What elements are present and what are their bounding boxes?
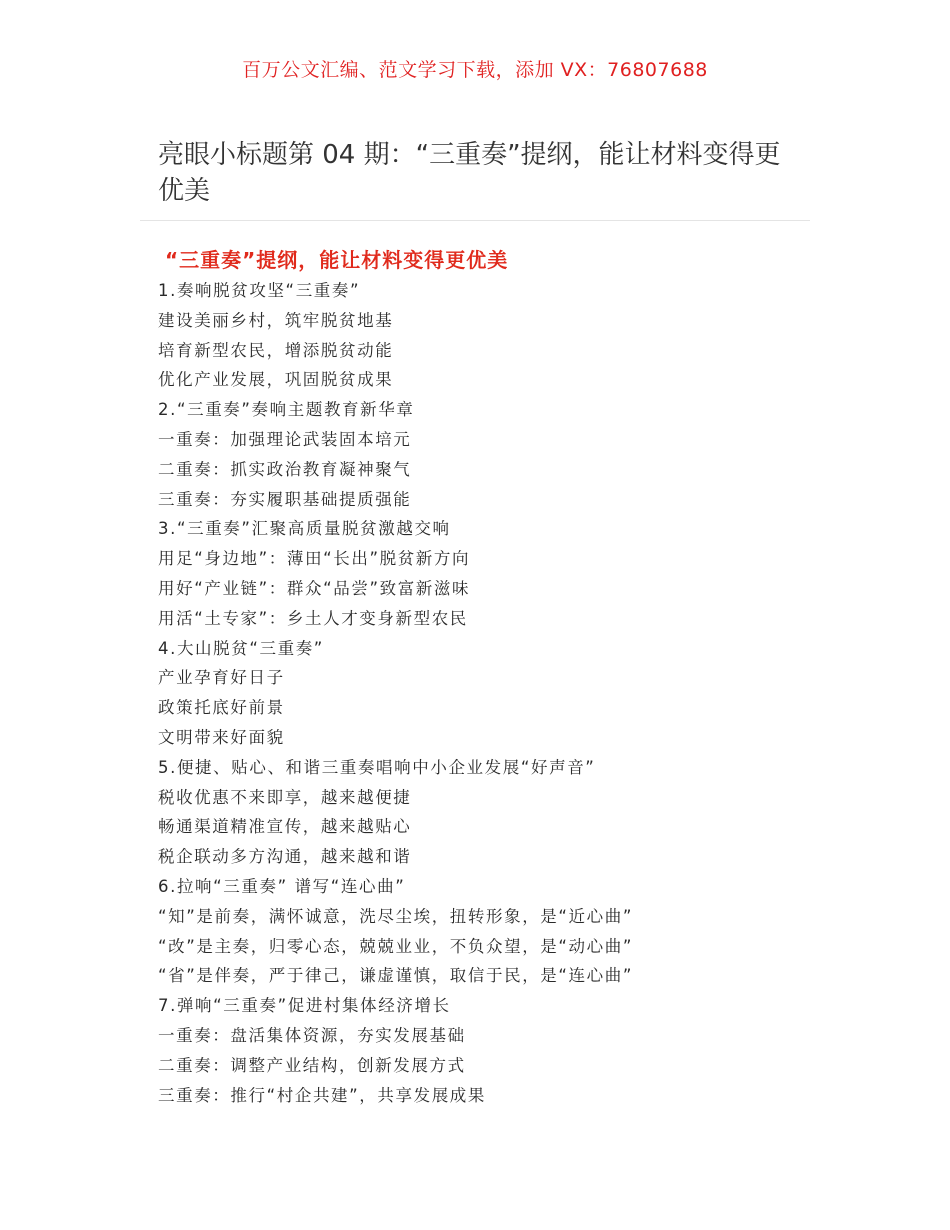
outline-line: 用活“土专家”：乡土人才变身新型农民 — [158, 608, 468, 628]
outline-line: 税企联动多方沟通，越来越和谐 — [158, 847, 412, 867]
outline-line: 一重奏：盘活集体资源，夯实发展基础 — [158, 1025, 466, 1045]
outline-line: 产业孕育好日子 — [158, 668, 285, 688]
outline-heading: 3.“三重奏”汇聚高质量脱贫激越交响 — [158, 519, 451, 539]
outline-line: 建设美丽乡村，筑牢脱贫地基 — [158, 310, 394, 330]
outline-line: 一重奏：加强理论武装固本培元 — [158, 429, 412, 449]
outline-line: 培育新型农民，增添脱贫动能 — [158, 340, 394, 360]
page-title: 亮眼小标题第 04 期：“三重奏”提纲，能让材料变得更优美 — [158, 140, 781, 206]
outline-line: “知”是前奏，满怀诚意，洗尽尘埃，扭转形象，是“近心曲” — [158, 906, 633, 926]
outline-heading: 6.拉响“三重奏” 谱写“连心曲” — [158, 876, 406, 896]
article-subtitle: “三重奏”提纲，能让材料变得更优美 — [165, 248, 509, 272]
watermark-banner: 百万公文汇编、范文学习下载，添加 VX：76807688 — [242, 59, 708, 81]
article-body — [158, 276, 798, 1110]
outline-heading: 5.便捷、贴心、和谐三重奏唱响中小企业发展“好声音” — [158, 757, 596, 777]
outline-line: 畅通渠道精准宣传，越来越贴心 — [158, 817, 412, 837]
outline-line: 用足“身边地”：薄田“长出”脱贫新方向 — [158, 549, 471, 569]
outline-line: 二重奏：抓实政治教育凝神聚气 — [158, 459, 412, 479]
outline-line: 三重奏：夯实履职基础提质强能 — [158, 489, 412, 509]
outline-line: 优化产业发展，巩固脱贫成果 — [158, 370, 394, 390]
outline-line: “省”是伴奏，严于律己，谦虚谨慎，取信于民，是“连心曲” — [158, 966, 633, 986]
outline-line: 税收优惠不来即享，越来越便捷 — [158, 787, 412, 807]
outline-heading: 7.弹响“三重奏”促进村集体经济增长 — [158, 996, 451, 1016]
outline-heading: 1.奏响脱贫攻坚“三重奏” — [158, 281, 361, 300]
outline-line: “改”是主奏，归零心态，兢兢业业，不负众望，是“动心曲” — [158, 936, 633, 956]
outline-heading: 4.大山脱贫“三重奏” — [158, 638, 324, 658]
title-divider — [140, 220, 810, 221]
outline-line: 二重奏：调整产业结构，创新发展方式 — [158, 1055, 466, 1075]
outline-line: 三重奏：推行“村企共建”，共享发展成果 — [158, 1085, 486, 1105]
outline-heading: 2.“三重奏”奏响主题教育新华章 — [158, 400, 415, 420]
outline-line: 用好“产业链”：群众“品尝”致富新滋味 — [158, 578, 471, 598]
outline-line: 文明带来好面貌 — [158, 727, 285, 747]
outline-line: 政策托底好前景 — [158, 698, 285, 718]
